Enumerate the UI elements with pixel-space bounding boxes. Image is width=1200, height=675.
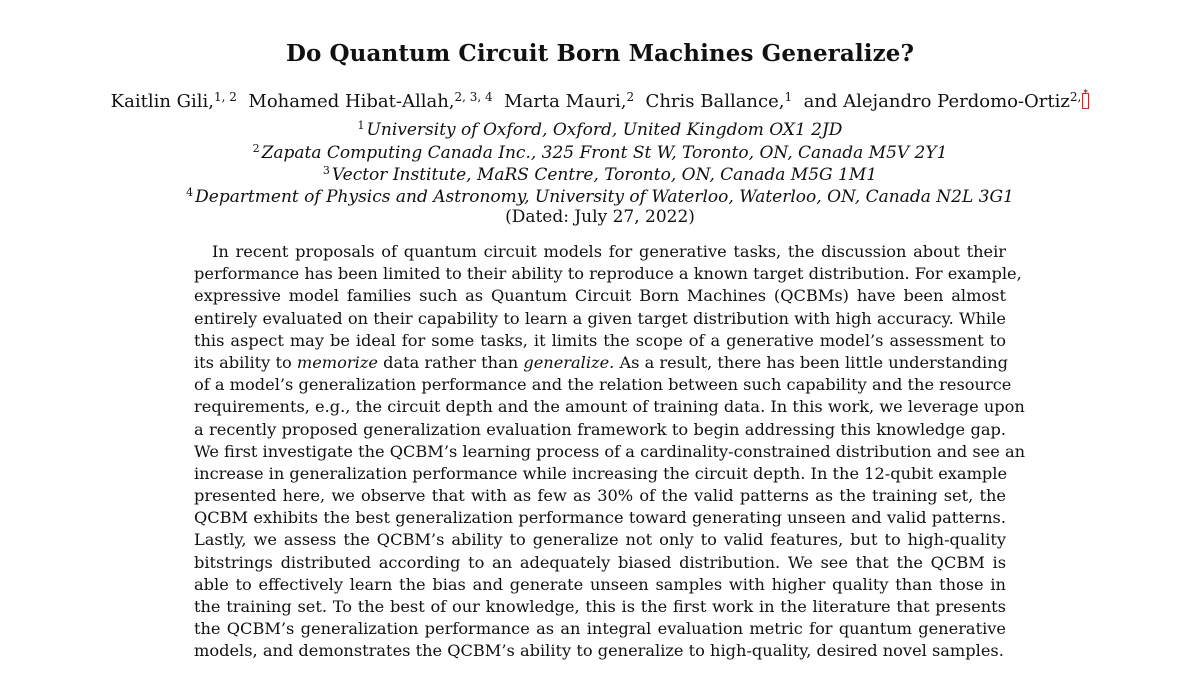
- abstract-line: In recent proposals of quantum circuit models for generative tasks, the discussion about their: [212, 242, 1006, 261]
- emphasis-memorize: memorize: [296, 352, 378, 372]
- abstract-line: expressive model families such as Quantum Circuit Born Machines (QCBMs) have been almost: [194, 286, 1006, 306]
- abstract-line: presented here, we observe that with as few as 30% of the valid patterns as the training set, the: [194, 486, 1006, 506]
- author-gili: Kaitlin Gili,$^{1, 2}$: [110, 90, 237, 112]
- abstract-line: We first investigate the QCBM’s learning process of a cardinality-constrained distribution and see an: [194, 441, 1026, 461]
- affiliation-1: $^1$ University of Oxford, Oxford, United Kingdom OX1 2JD: [357, 119, 843, 140]
- dated-line: (Dated: July 27, 2022): [505, 207, 695, 227]
- affiliation-2: $^2$ Zapata Computing Canada Inc., 325 Front St W, Toronto, ON, Canada M5V 2Y1: [252, 142, 948, 163]
- abstract-line: this aspect may be ideal for some tasks, it limits the scope of a generative model’s assessment to: [194, 330, 1006, 350]
- abstract-line: able to effectively learn the bias and generate unseen samples with higher quality than those in: [194, 574, 1006, 594]
- abstract-line: requirements, e.g., the circuit depth and the amount of training data. In this work, we leverage upon: [194, 397, 1025, 417]
- abstract: [194, 241, 1026, 663]
- author-list: [0, 91, 1200, 112]
- abstract-line: the QCBM’s generalization performance as an integral evaluation metric for quantum generative: [194, 619, 1006, 639]
- abstract-line: of a model’s generalization performance and the relation between such capability and the resource: [194, 375, 1012, 395]
- abstract-line: bitstrings distributed according to an adequately biased distribution. We see that the QCBM is: [194, 552, 1006, 572]
- author-ballance: Chris Ballance,$^1$: [645, 90, 793, 112]
- author-hibat-allah: Mohamed Hibat-Allah,$^{2, 3, 4}$: [248, 90, 493, 112]
- paper-title: Do Quantum Circuit Born Machines Generalize?: [285, 40, 915, 67]
- abstract-line: QCBM exhibits the best generalization performance toward generating unseen and valid patterns.: [194, 508, 1006, 528]
- abstract-line: performance has been limited to their ability to reproduce a known target distribution. For example,: [194, 264, 1022, 284]
- author-mauri: Marta Mauri,$^2$: [504, 90, 635, 112]
- abstract-line: a recently proposed generalization evaluation framework to begin addressing this knowledge gap.: [194, 419, 1006, 439]
- abstract-line: entirely evaluated on their capability to learn a given target distribution with high accuracy. While: [194, 308, 1006, 328]
- footnote-link[interactable]: *: [1082, 93, 1089, 109]
- abstract-line: increase in generalization performance while increasing the circuit depth. In the 12-qubit example: [194, 463, 1008, 483]
- affiliation-4: $^4$ Department of Physics and Astronomy, University of Waterloo, Waterloo, ON, Canada N2L 3G1: [186, 186, 1014, 207]
- abstract-line: models, and demonstrates the QCBM’s ability to generalize to high-quality, desired novel samples.: [194, 641, 1004, 661]
- abstract-line: Lastly, we assess the QCBM’s ability to generalize not only to valid features, but to high-quality: [194, 530, 1006, 550]
- author-perdomo-ortiz: and Alejandro Perdomo-Ortiz$^{2,}$: [803, 90, 1082, 112]
- affiliation-3: $^3$ Vector Institute, MaRS Centre, Toronto, ON, Canada M5G 1M1: [322, 164, 878, 185]
- abstract-line: the training set. To the best of our knowledge, this is the first work in the literature that presents: [194, 597, 1006, 616]
- emphasis-generalize: generalize.: [523, 352, 615, 372]
- abstract-line-emphasis: its ability to memorize data rather than generalize. As a result, there has been little understanding: [194, 352, 1009, 372]
